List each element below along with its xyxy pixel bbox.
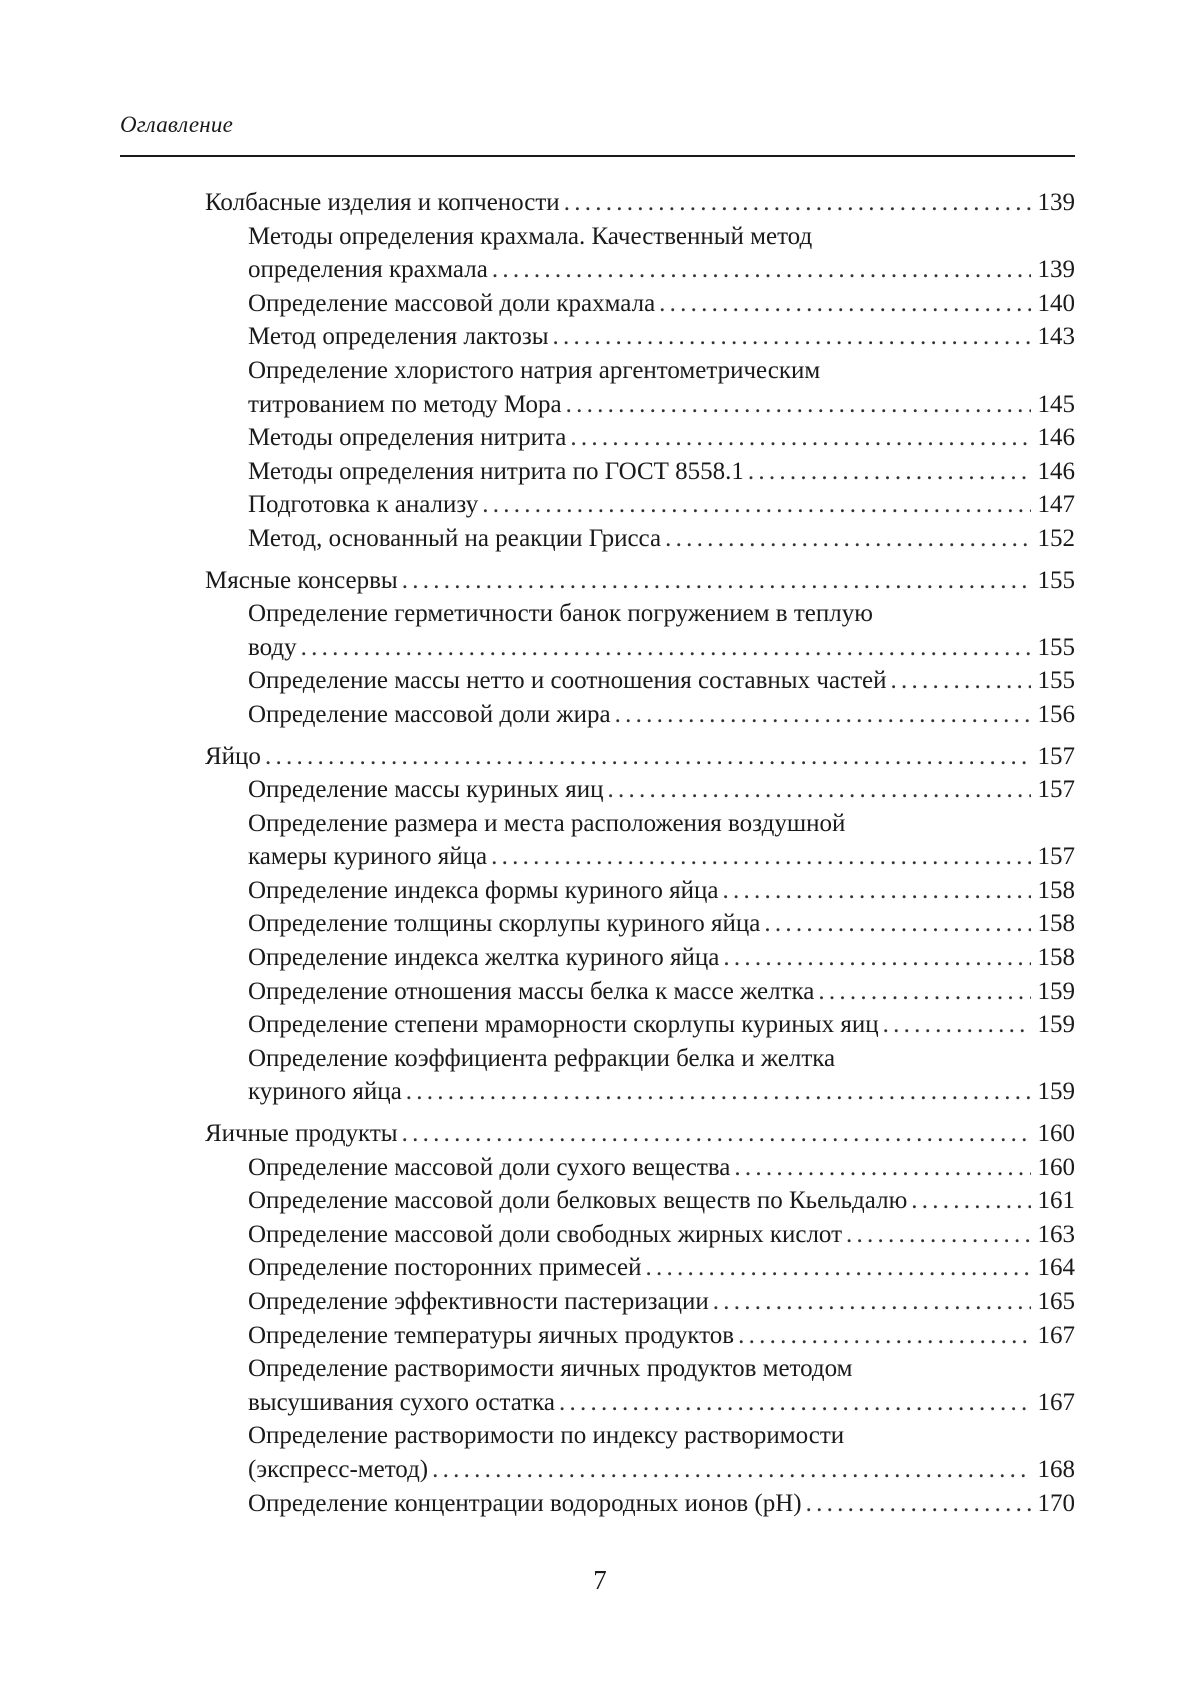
toc-page-ref: 156 (1037, 700, 1075, 728)
toc-page-ref: 168 (1037, 1455, 1075, 1483)
toc-entry-title-line: Определение растворимости по индексу растворимости (248, 1422, 845, 1450)
dot-leader (891, 664, 1031, 698)
toc-page-ref: 158 (1037, 944, 1075, 972)
toc-entry-title-line: Методы определения нитрита по ГОСТ 8558.1 (248, 457, 744, 485)
toc-page-ref: 143 (1037, 323, 1075, 351)
dot-leader (659, 287, 1031, 321)
toc-entry-title-line: Определение отношения массы белка к массе желтка (248, 977, 815, 1005)
toc-entry-row (248, 975, 1075, 1009)
toc-page-ref: 170 (1037, 1489, 1075, 1517)
dot-leader (491, 840, 1031, 874)
dot-leader (482, 488, 1031, 522)
toc-entry-title-line: камеры куриного яйца (248, 843, 488, 871)
toc-page-ref: 157 (1037, 843, 1075, 871)
dot-leader (738, 1319, 1031, 1353)
toc-entry[interactable] (205, 664, 1075, 698)
toc-page-ref: 167 (1037, 1388, 1075, 1416)
toc-entry-title-line: Определение концентрации водородных ионов (pH) (248, 1489, 802, 1517)
toc-entry-title-line: Определение температуры яичных продуктов (248, 1321, 735, 1349)
toc-page-ref: 157 (1037, 742, 1075, 770)
toc-entry[interactable] (205, 1218, 1075, 1252)
header-rule (120, 155, 1075, 157)
toc-entry-title-line: Методы определения нитрита (248, 424, 567, 452)
dot-leader (301, 631, 1031, 665)
toc-page-ref: 155 (1037, 566, 1075, 594)
toc-entry-row (248, 874, 1075, 908)
toc-entry[interactable] (205, 1419, 1075, 1486)
toc-page-ref: 139 (1037, 189, 1075, 216)
toc-page-ref: 159 (1037, 977, 1075, 1005)
toc-entry-row (248, 253, 1075, 287)
toc-entry-row (248, 631, 1075, 665)
toc-entry-row (248, 488, 1075, 522)
toc-entry[interactable] (205, 874, 1075, 908)
toc-section (205, 1117, 1075, 1520)
toc-entry-row (248, 1184, 1075, 1218)
toc-entry-title-line: Определение эффективности пастеризации (248, 1288, 709, 1315)
toc-entry-title-line: титрованием по методу Мора (248, 390, 562, 418)
toc-entry[interactable] (205, 320, 1075, 354)
dot-leader (846, 1218, 1031, 1252)
toc-entry[interactable] (205, 1487, 1075, 1521)
toc-entry-row (248, 773, 1075, 807)
toc-entry-row (248, 320, 1075, 354)
toc-entry-title-line: куриного яйца (248, 1078, 402, 1106)
toc-entry[interactable] (205, 1008, 1075, 1042)
toc-entry-row (248, 1075, 1075, 1109)
toc-entry[interactable] (205, 597, 1075, 664)
toc-entry-row (248, 1218, 1075, 1252)
toc-page-ref: 152 (1037, 524, 1075, 552)
toc-entry-title-line: Определение массы нетто и соотношения составных частей (248, 667, 887, 695)
toc-entry[interactable] (205, 975, 1075, 1009)
dot-leader (432, 1453, 1031, 1487)
toc-entry-row (248, 421, 1075, 455)
dot-leader (723, 941, 1031, 975)
toc-page-ref: 167 (1037, 1321, 1075, 1349)
toc-page-ref: 147 (1037, 491, 1075, 519)
dot-leader (764, 907, 1031, 941)
toc-entry-title-line: Определение массовой доли сухого вещества (248, 1153, 731, 1181)
toc-page-ref: 158 (1037, 910, 1075, 938)
toc-section (205, 564, 1075, 732)
toc-entry[interactable] (205, 287, 1075, 321)
toc-section (205, 186, 1075, 556)
toc-entry-title-line: Определение растворимости яичных продуктов методом (248, 1355, 853, 1383)
toc-page-ref: 158 (1037, 876, 1075, 904)
toc-entry-title-line: Определение посторонних примесей (248, 1254, 642, 1282)
toc-entry-row (248, 522, 1075, 556)
toc-entry-title-line: Определение массовой доли белковых веществ по Кьельдалю (248, 1187, 908, 1215)
toc-entry-row (248, 287, 1075, 321)
toc-entry-title-line: Определение герметичности банок погружением в теплую (248, 600, 873, 628)
toc-entry-title-line: Определение степени мраморности скорлупы куриных яиц (248, 1011, 879, 1039)
toc-section-heading[interactable] (205, 186, 1075, 220)
toc-entry[interactable] (205, 941, 1075, 975)
dot-leader (402, 564, 1031, 598)
toc-entry-row (248, 941, 1075, 975)
toc-page-ref: 145 (1037, 390, 1075, 418)
toc-entry-title-line: высушивания сухого остатка (248, 1388, 555, 1416)
dot-leader (818, 975, 1031, 1009)
toc-entry[interactable] (205, 522, 1075, 556)
dot-leader (265, 740, 1031, 774)
toc-section-heading[interactable] (205, 740, 1075, 774)
toc-page-ref: 146 (1037, 424, 1075, 452)
toc-page-ref: 160 (1037, 1120, 1075, 1148)
toc-section-title: Яйцо (205, 742, 261, 770)
toc-entry[interactable] (205, 1285, 1075, 1319)
toc-section-heading[interactable] (205, 564, 1075, 598)
toc-page-ref: 163 (1037, 1220, 1075, 1248)
toc-entry[interactable] (205, 1352, 1075, 1419)
toc-page-ref: 159 (1037, 1011, 1075, 1039)
toc-page-ref: 160 (1037, 1153, 1075, 1181)
toc-entry-row (248, 840, 1075, 874)
toc-entry[interactable] (205, 220, 1075, 287)
toc-entry-title-line: Определение массовой доли крахмала (248, 289, 656, 317)
toc-page-ref: 157 (1037, 776, 1075, 804)
toc-page-ref: 159 (1037, 1078, 1075, 1106)
toc-entry[interactable] (205, 1319, 1075, 1353)
toc-entry[interactable] (205, 421, 1075, 455)
toc-entry[interactable] (205, 807, 1075, 874)
toc-page-ref: 164 (1037, 1254, 1075, 1282)
toc-page-ref: 155 (1037, 667, 1075, 695)
toc-entry-row (248, 455, 1075, 489)
toc-page-ref: 140 (1037, 289, 1075, 317)
toc-entry-row (248, 1453, 1075, 1487)
page-number: 7 (593, 1565, 607, 1595)
toc-entry-title-line: Определение массовой доли свободных жирных кислот (248, 1220, 843, 1248)
toc-entry-row (248, 1319, 1075, 1353)
dot-leader (553, 320, 1031, 354)
dot-leader (564, 186, 1031, 220)
dot-leader (570, 421, 1031, 455)
dot-leader (883, 1008, 1031, 1042)
dot-leader (723, 874, 1031, 908)
toc-entry-title-line: (экспресс-метод) (248, 1455, 429, 1483)
toc-entry-title-line: Определение индекса желтка куриного яйца (248, 944, 720, 972)
toc-entry-title-line: Определение индекса формы куриного яйца (248, 876, 719, 904)
toc-entry-title-line: Методы определения крахмала. Качественный метод (248, 222, 813, 250)
dot-leader (713, 1285, 1031, 1319)
toc-entry-row (248, 1251, 1075, 1285)
toc-entry-title-line: Определение хлористого натрия аргентометрическим (248, 356, 821, 384)
toc-page-ref: 155 (1037, 633, 1075, 661)
toc-page-ref: 146 (1037, 457, 1075, 485)
toc-entry-title-line: Определение толщины скорлупы куриного яйца (248, 910, 761, 938)
toc-entry-row (248, 907, 1075, 941)
toc-entry-row (248, 1151, 1075, 1185)
dot-leader (734, 1151, 1031, 1185)
dot-leader (566, 388, 1031, 422)
dot-leader (911, 1184, 1031, 1218)
toc-entry-title-line: Метод определения лактозы (248, 323, 549, 351)
dot-leader (665, 522, 1031, 556)
dot-leader (406, 1075, 1031, 1109)
toc-entry-row (248, 1285, 1075, 1319)
toc-page-ref: 165 (1037, 1288, 1075, 1315)
dot-leader (645, 1251, 1031, 1285)
toc-entry[interactable] (205, 698, 1075, 732)
toc-section-heading[interactable] (205, 1117, 1075, 1151)
toc-section-title: Колбасные изделия и копчености (205, 189, 560, 216)
toc-entry-title-line: Определение коэффициента рефракции белка и желтка (248, 1044, 836, 1072)
dot-leader (615, 698, 1031, 732)
toc-section-title: Яичные продукты (205, 1120, 398, 1148)
dot-leader (492, 253, 1031, 287)
running-head: Оглавление (120, 112, 234, 137)
toc-entry-row (248, 1008, 1075, 1042)
toc-section (205, 740, 1075, 1110)
toc-entry[interactable] (205, 907, 1075, 941)
toc-page-ref: 161 (1037, 1187, 1075, 1215)
toc-entry[interactable] (205, 1251, 1075, 1285)
toc-entry-title-line: определения крахмала (248, 256, 488, 284)
toc-entry-row (248, 664, 1075, 698)
toc-entry-row (248, 388, 1075, 422)
toc-entry-title-line: Определение массы куриных яиц (248, 776, 604, 804)
toc-entry-row (248, 698, 1075, 732)
toc-section-title: Мясные консервы (205, 566, 398, 594)
toc-entry[interactable] (205, 354, 1075, 421)
dot-leader (402, 1117, 1031, 1151)
dot-leader (608, 773, 1031, 807)
toc-entry-row (248, 1386, 1075, 1420)
dot-leader (559, 1386, 1031, 1420)
toc-page-ref: 139 (1037, 256, 1075, 284)
toc-entry-title-line: Определение массовой доли жира (248, 700, 611, 728)
table-of-contents (205, 186, 1075, 1528)
dot-leader (748, 455, 1031, 489)
toc-entry-title-line: Определение размера и места расположения воздушной (248, 809, 846, 837)
toc-entry[interactable] (205, 488, 1075, 522)
toc-entry[interactable] (205, 455, 1075, 489)
toc-entry[interactable] (205, 1184, 1075, 1218)
dot-leader (806, 1487, 1031, 1521)
toc-entry-title-line: Подготовка к анализу (248, 491, 479, 519)
toc-entry-title-line: воду (248, 633, 297, 661)
toc-entry[interactable] (205, 1042, 1075, 1109)
toc-entry-row (248, 1487, 1075, 1521)
toc-entry[interactable] (205, 1151, 1075, 1185)
toc-entry[interactable] (205, 773, 1075, 807)
toc-entry-title-line: Метод, основанный на реакции Грисса (248, 524, 662, 552)
